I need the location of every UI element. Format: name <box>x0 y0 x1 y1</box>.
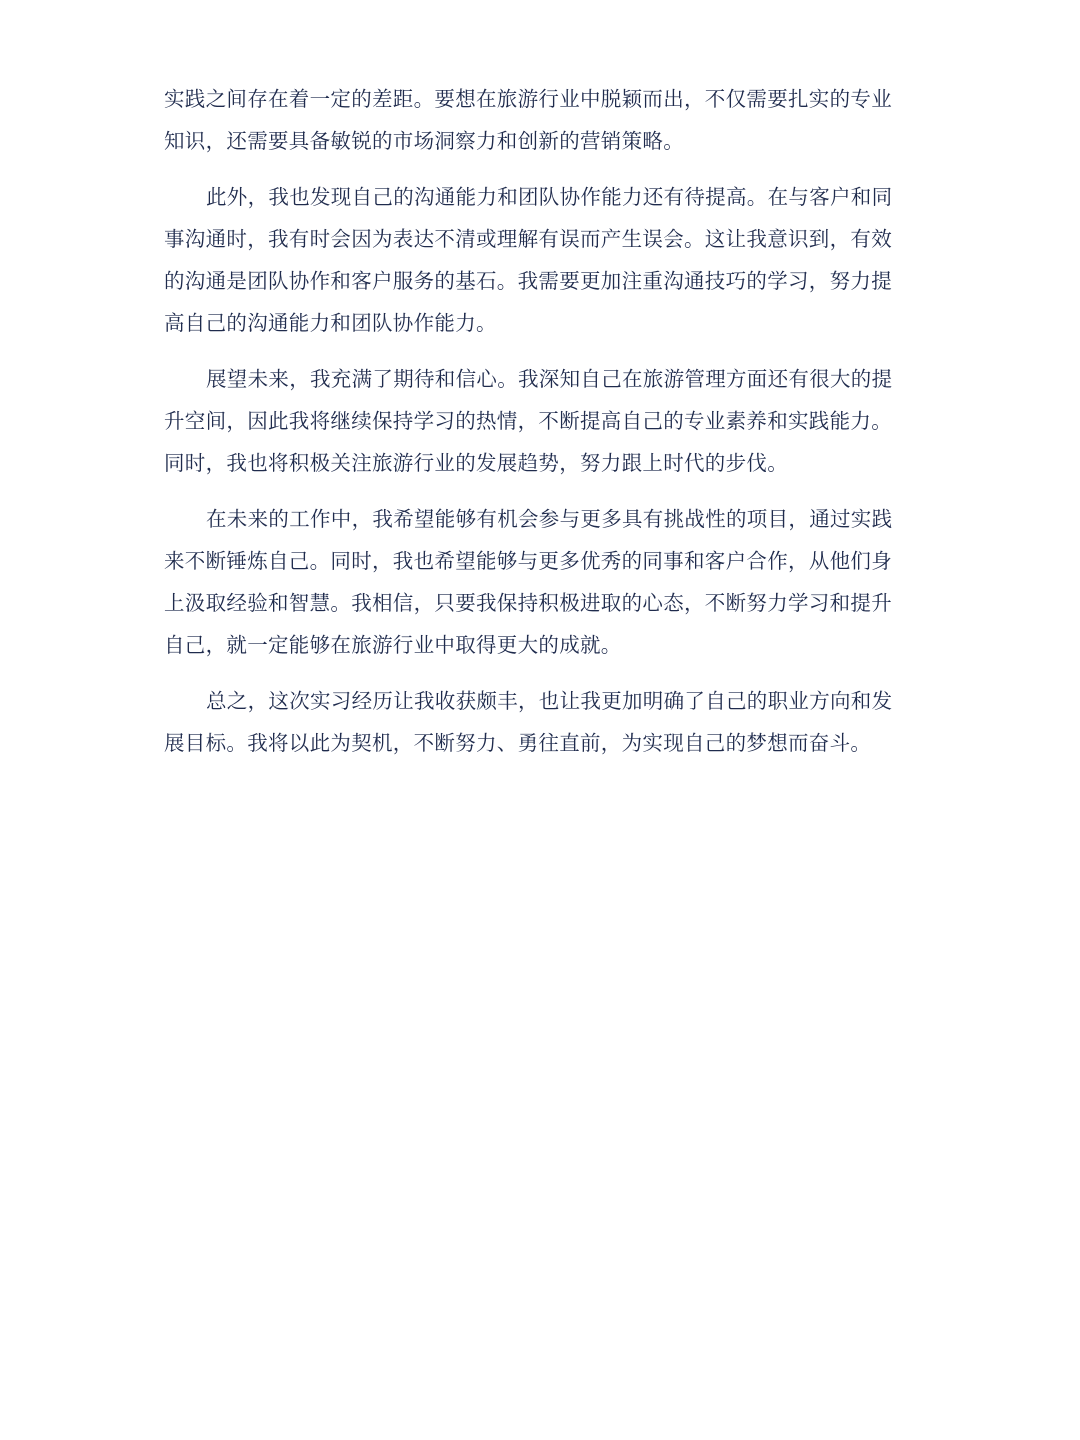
paragraph-line: 自己，就一定能够在旅游行业中取得更大的成就。 <box>164 633 622 657</box>
paragraph-line: 同时，我也将积极关注旅游行业的发展趋势，努力跟上时代的步伐。 <box>164 451 788 475</box>
paragraph-line: 事沟通时，我有时会因为表达不清或理解有误而产生误会。这让我意识到，有效 <box>164 227 892 251</box>
paragraph-line: 上汲取经验和智慧。我相信，只要我保持积极进取的心态，不断努力学习和提升 <box>164 591 892 615</box>
paragraph-line: 展望未来，我充满了期待和信心。我深知自己在旅游管理方面还有很大的提 <box>206 367 893 391</box>
paragraph-2 <box>164 176 924 344</box>
paragraph-line: 来不断锤炼自己。同时，我也希望能够与更多优秀的同事和客户合作，从他们身 <box>164 549 892 573</box>
paragraph-line: 此外，我也发现自己的沟通能力和团队协作能力还有待提高。在与客户和同 <box>206 185 893 209</box>
paragraph-4 <box>164 498 924 666</box>
paragraph-line: 实践之间存在着一定的差距。要想在旅游行业中脱颖而出，不仅需要扎实的专业 <box>164 87 892 111</box>
paragraph-line: 知识，还需要具备敏锐的市场洞察力和创新的营销策略。 <box>164 129 684 153</box>
paragraph-line: 的沟通是团队协作和客户服务的基石。我需要更加注重沟通技巧的学习，努力提 <box>164 269 892 293</box>
paragraph-line: 升空间，因此我将继续保持学习的热情，不断提高自己的专业素养和实践能力。 <box>164 409 892 433</box>
paragraph-line: 高自己的沟通能力和团队协作能力。 <box>164 311 497 335</box>
paragraph-3 <box>164 358 924 484</box>
paragraph-line: 总之，这次实习经历让我收获颇丰，也让我更加明确了自己的职业方向和发 <box>206 689 893 713</box>
paragraph-1 <box>164 78 924 162</box>
paragraph-line: 展目标。我将以此为契机，不断努力、勇往直前，为实现自己的梦想而奋斗。 <box>164 731 872 755</box>
paragraph-5 <box>164 680 924 764</box>
document-body <box>164 78 924 778</box>
paragraph-line: 在未来的工作中，我希望能够有机会参与更多具有挑战性的项目，通过实践 <box>206 507 893 531</box>
